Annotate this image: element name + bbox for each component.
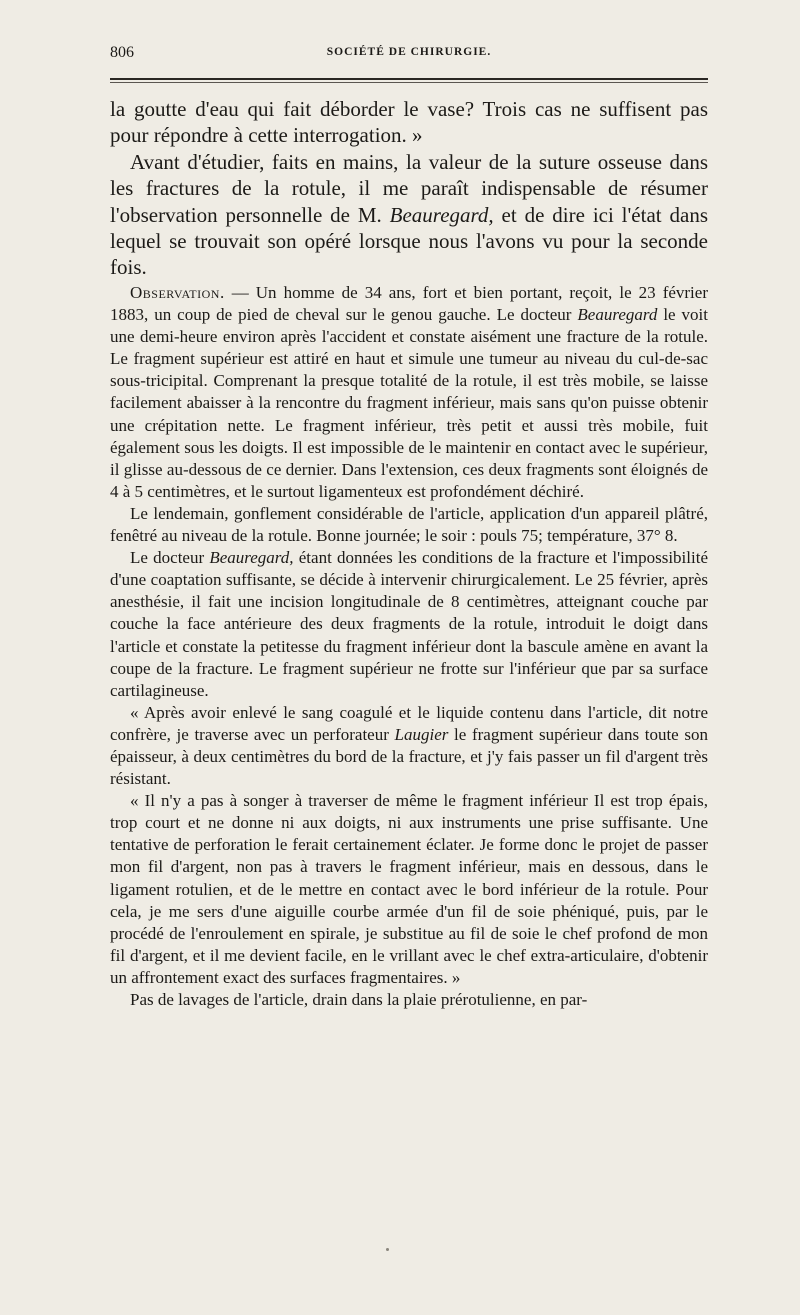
instrument-name: Laugier: [394, 724, 449, 744]
header-rule: [110, 78, 708, 80]
author-name: Beauregard,: [209, 548, 294, 568]
observation-paragraph-1: [110, 282, 708, 503]
intro-paragraph-1: la goutte d'eau qui fait déborder le vase? Trois cas ne suffisent pas pour répondre à cette interrogation. »: [110, 97, 708, 148]
observation-label: Observation.: [130, 283, 225, 302]
obs-p1-text-a: — Un homme de 34 ans, fort et bien portant, reçoit, le 23 février 1883, un coup de pied de cheval sur le genou gauche. Le docteur: [110, 283, 708, 325]
obs-p1-text-b: le voit une demi-heure environ après l'accident et constate aisément une fracture de la rotule. Le fragment supérieur est attiré en haut et simule une tumeur au niveau du cul-de-sac sous-tricipital. Comprenant la presque totalité de la rotule, il est très mobile, se laisse facilement abaisser à la rencontre du fragment inférieur, mais sans qu'on puisse obtenir une crépitation nette. Le fragment inférieur, très petit et aussi très mobile, fuit également sous les doigts. Il est impossible de le maintenir en contact avec le supérieur, il glisse au-dessous de ce dernier. Dans l'extension, ces deux fragments sont éloignés de 4 à 5 centimètres, et le surtout ligamenteux est profondément déchiré.: [110, 305, 708, 501]
observation-paragraph-2: Le lendemain, gonflement considérable de l'article, application d'un appareil plâtré, fenêtré au niveau de la rotule. Bonne journée; le soir : pouls 75; température, 37° 8.: [110, 503, 708, 546]
running-title: SOCIÉTÉ DE CHIRURGIE.: [326, 46, 492, 58]
observation-text: [110, 282, 708, 1011]
obs-p4-text-a: « Après avoir enlevé le sang coagulé et le liquide contenu dans l'article, dit notre confrère, je traverse avec un perforateur: [110, 702, 708, 744]
observation-paragraph-5: « Il n'y a pas à songer à traverser de même le fragment inférieur Il est trop épais, trop court et ne donne ni aux doigts, ni aux instruments une prise suffisante. Une tentative de perforation le ferait certainement éclater. Je forme donc le projet de passer mon fil d'argent, non pas à travers le fragment inférieur, mais en dessous, dans le ligament rotulien, et de le mettre en contact avec le bord inférieur de la rotule. Pour cela, je me sers d'une aiguille courbe armée d'un fil de soie phéniqué, puis, par le procédé de l'enroulement en spirale, je substitue au fil de soie le chef profond de mon fil d'argent, et il me devient facile, en le vrillant avec le chef extra-articulaire, d'obtenir un affrontement exact des surfaces fragmentaires. »: [110, 791, 708, 987]
intro-p2-text-b: et de dire ici l'état dans lequel se trouvait son opéré lorsque nous l'avons vu pour la seconde fois.: [110, 202, 708, 280]
observation-paragraph-3: [110, 547, 708, 702]
book-page: [110, 0, 708, 1315]
page-number: 806: [110, 44, 134, 61]
intro-p2-text-a: Avant d'étudier, faits en mains, la valeur de la suture osseuse dans les fractures de la rotule, il me paraît indispensable de résumer l'observation personnelle de M.: [110, 149, 708, 227]
obs-p4-text-b: le fragment supérieur dans toute son épaisseur, à deux centimètres du bord de la fracture, et j'y fais passer un fil d'argent très résistant.: [110, 724, 708, 789]
intro-paragraph-2: [110, 149, 708, 281]
header-rule-thin: [110, 82, 708, 83]
obs-p3-text-a: Le docteur: [130, 548, 210, 568]
observation-paragraph-4: [110, 702, 708, 790]
paper-speck: [386, 1248, 389, 1251]
intro-text: [110, 96, 708, 281]
observation-paragraph-6: Pas de lavages de l'article, drain dans la plaie prérotulienne, en par-: [130, 990, 588, 1009]
author-name: Beauregard: [577, 305, 658, 325]
page-header: [110, 44, 708, 66]
obs-p3-text-b: étant données les conditions de la fracture et l'impossibilité d'une coaptation suffisante, se décide à intervenir chirurgicalement. Le 25 février, après anesthésie, il fait une incision longitudinale de 8 centimètres, atteignant couche par couche la face antérieure des deux fragments de la rotule, introduit le doigt dans l'article et constate la petitesse du fragment inférieur dont la bascule amène en avant la coupe de la fracture. Le fragment supérieur ne frotte sur l'inférieur que par sa surface cartilagineuse.: [110, 548, 708, 700]
author-name: Beauregard,: [389, 202, 494, 227]
